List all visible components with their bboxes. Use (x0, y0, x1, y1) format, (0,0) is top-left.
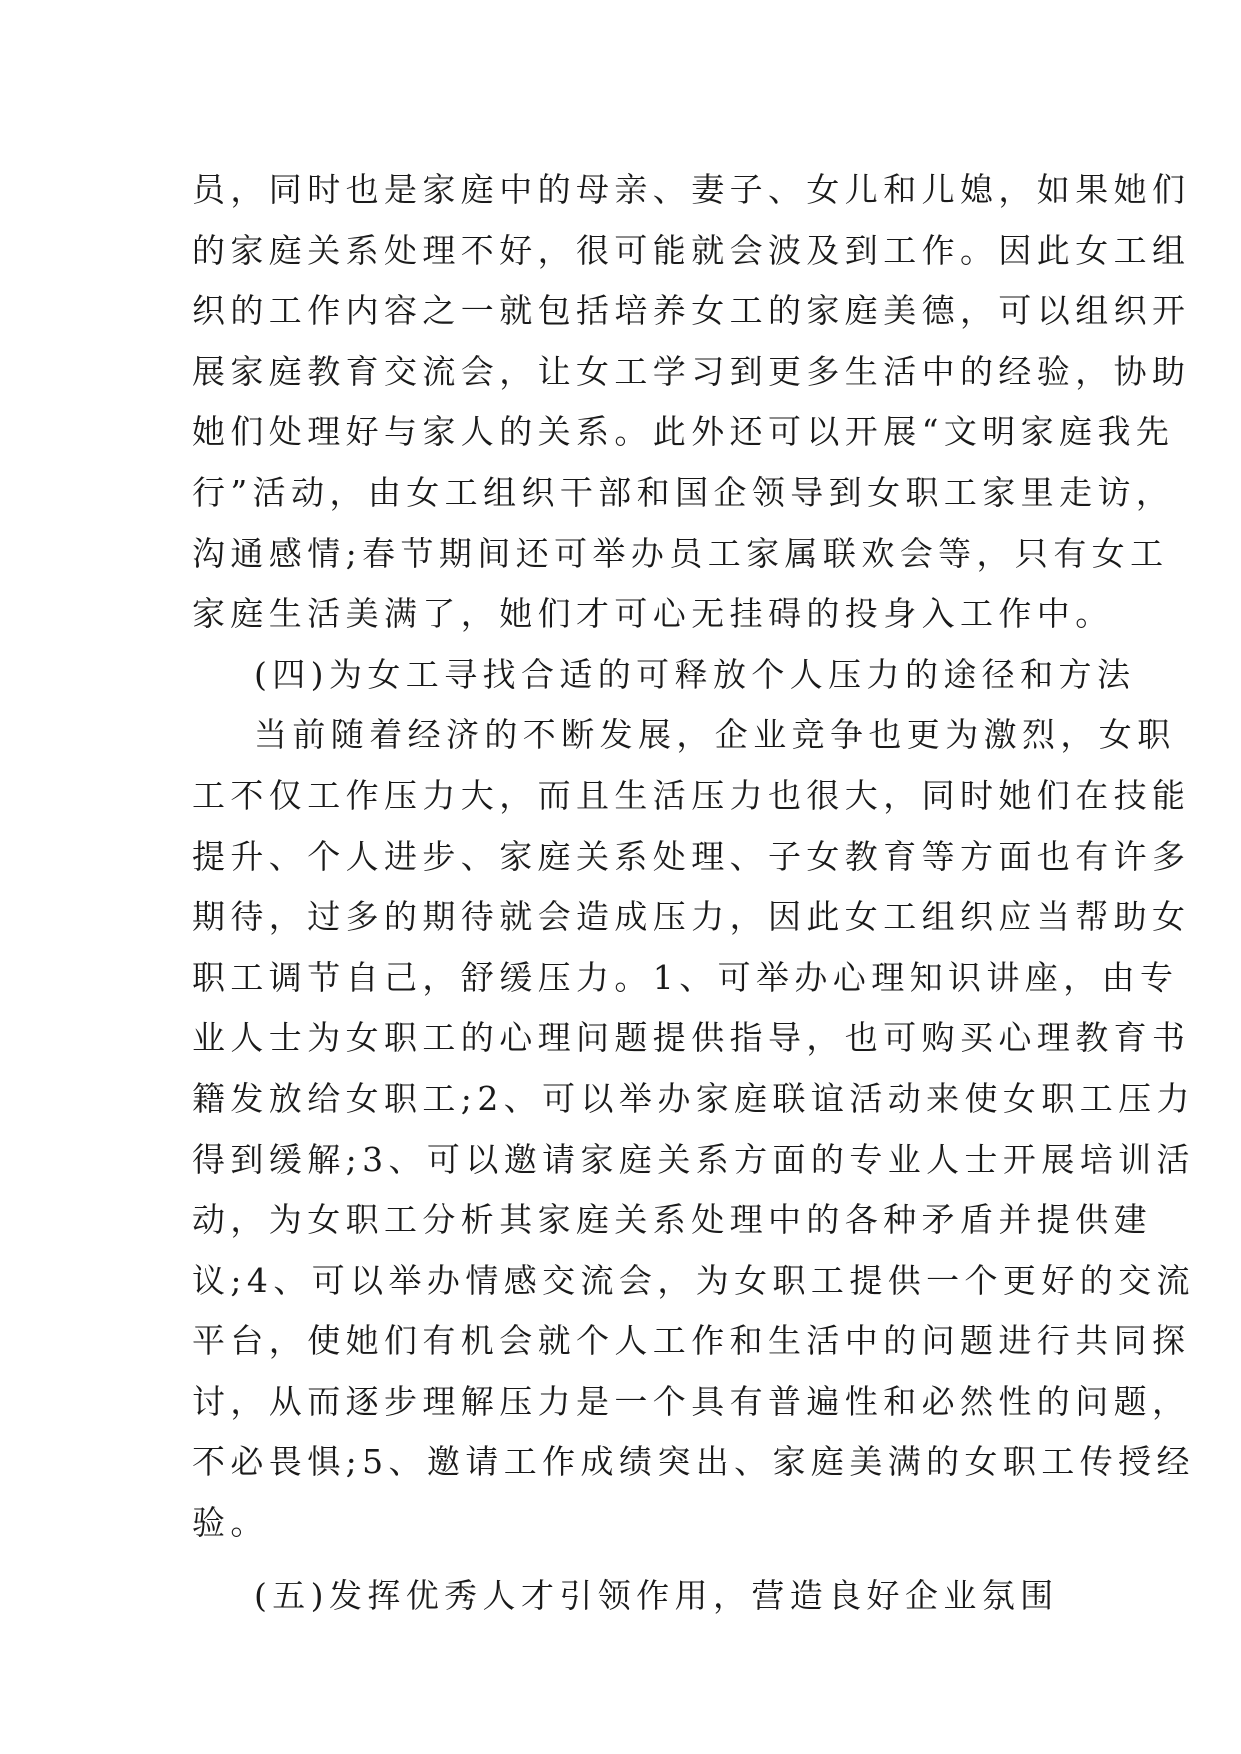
text-line: 当前随着经济的不断发展，企业竞争也更为激烈，女职 (254, 715, 1176, 755)
text-line: 员，同时也是家庭中的母亲、妻子、女儿和儿媳，如果她们 (192, 170, 1191, 209)
text-line: 期待，过多的期待就会造成压力，因此女工组织应当帮助女 (192, 897, 1191, 937)
text-line: 的家庭关系处理不好，很可能就会波及到工作。因此女工组 (192, 230, 1191, 270)
text-line: 验。 (192, 1503, 269, 1543)
text-line: 行”活动，由女工组织干部和国企领导到女职工家里走访， (192, 472, 1175, 512)
text-line: 沟通感情;春节期间还可举办员工家属联欢会等，只有女工 (192, 533, 1169, 573)
text-line: 提升、个人进步、家庭关系处理、子女教育等方面也有许多 (192, 836, 1191, 876)
section-heading: (五)发挥优秀人才引领作用，营造良好企业氛围 (254, 1575, 1059, 1615)
text-line: 展家庭教育交流会，让女工学习到更多生活中的经验，协助 (192, 351, 1191, 391)
section-heading: (四)为女工寻找合适的可释放个人压力的途径和方法 (254, 654, 1136, 694)
text-line: 议;4、可以举办情感交流会，为女职工提供一个更好的交流 (192, 1260, 1195, 1300)
body-text (192, 160, 1195, 1626)
text-line: 职工调节自己，舒缓压力。1、可举办心理知识讲座，由专 (192, 957, 1179, 997)
text-line: 工不仅工作压力大，而且生活压力也很大，同时她们在技能 (192, 775, 1191, 815)
text-line: 她们处理好与家人的关系。此外还可以开展“文明家庭我先 (192, 412, 1175, 452)
text-line: 籍发放给女职工;2、可以举办家庭联谊活动来使女职工压力 (192, 1078, 1195, 1118)
paragraph-gap (192, 1554, 1072, 1566)
text-line: 织的工作内容之一就包括培养女工的家庭美德，可以组织开 (192, 291, 1191, 331)
text-line: 得到缓解;3、可以邀请家庭关系方面的专业人士开展培训活 (192, 1139, 1195, 1179)
text-line: 讨，从而逐步理解压力是一个具有普遍性和必然性的问题， (192, 1381, 1191, 1421)
text-line: 业人士为女职工的心理问题提供指导，也可购买心理教育书 (192, 1018, 1191, 1058)
text-line: 平台，使她们有机会就个人工作和生活中的问题进行共同探 (192, 1321, 1191, 1361)
text-line: 不必畏惧;5、邀请工作成绩突出、家庭美满的女职工传授经 (192, 1442, 1195, 1482)
text-line: 动，为女职工分析其家庭关系处理中的各种矛盾并提供建 (192, 1200, 1152, 1240)
text-line: 家庭生活美满了，她们才可心无挂碍的投身入工作中。 (192, 594, 1114, 634)
